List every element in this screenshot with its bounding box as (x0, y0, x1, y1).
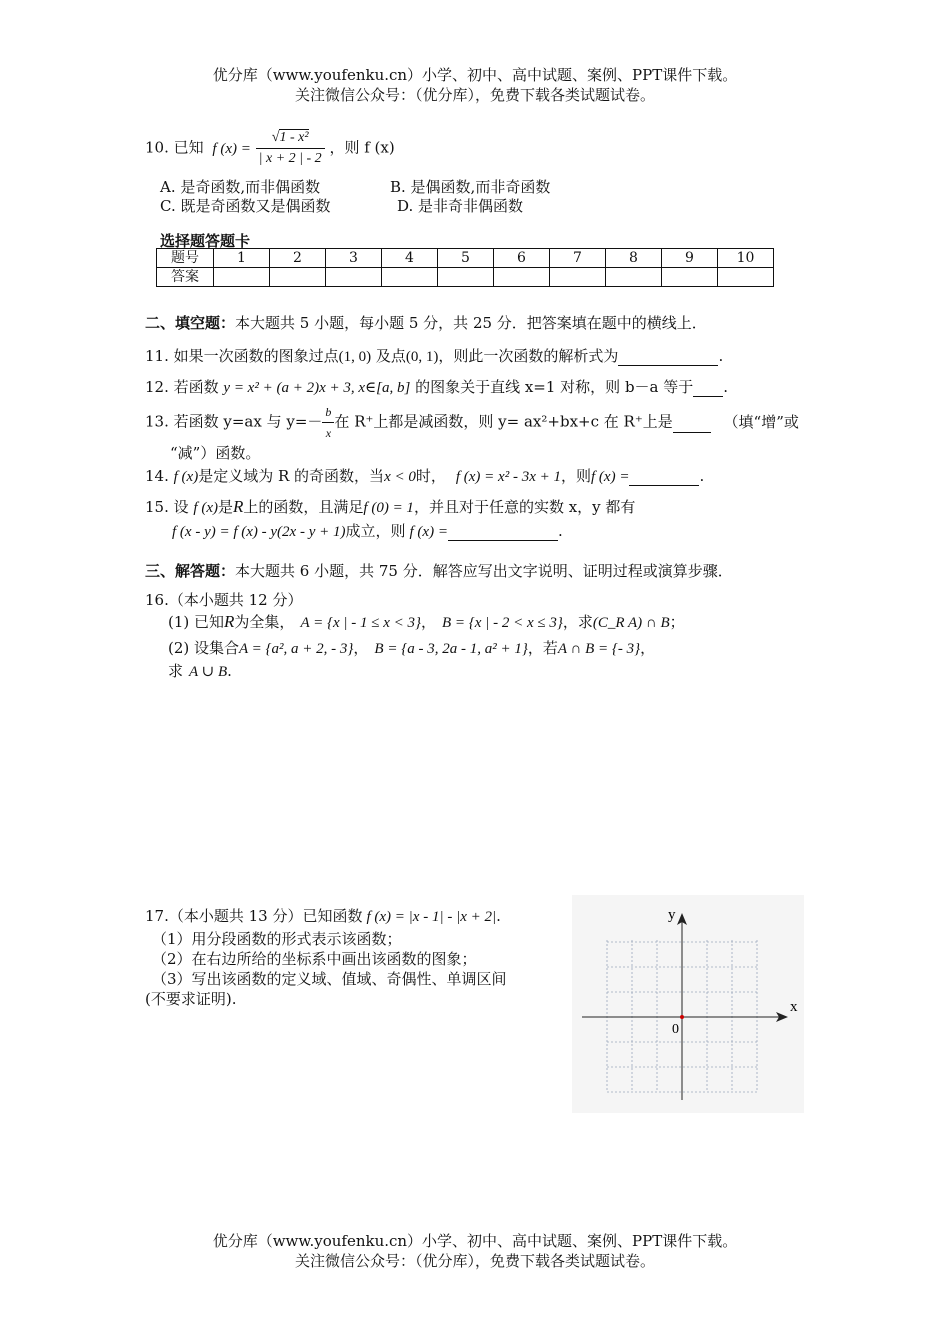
answer-card-answer-row (157, 268, 774, 287)
q10-numerator-text: 1 - x² (279, 130, 309, 145)
q13-frac-den: x (325, 426, 332, 440)
q14-end: . (699, 467, 705, 485)
answer-cell[interactable] (550, 268, 606, 287)
sqrt-icon: √ (271, 130, 280, 145)
q16-part-2-line-2 (168, 660, 232, 681)
answer-card-number: 1 (214, 249, 270, 268)
q11-answer-blank[interactable] (618, 347, 718, 366)
q10-option-a: A. 是奇函数,而非偶函数 (160, 178, 321, 196)
q14-answer-lhs: f (x) = (591, 469, 630, 485)
q16-p1-text-c: ，求 (562, 613, 593, 631)
answer-card-title: 选择题答题卡 (160, 232, 251, 250)
q15-text-d: ，并且对于任意的实数 x，y 都有 (413, 498, 636, 516)
answer-cell[interactable] (438, 268, 494, 287)
y-axis-label: y (668, 907, 676, 923)
answer-card-number: 8 (606, 249, 662, 268)
q16-p3-text-a: 求 (168, 662, 184, 680)
q15-text-a: 15. 设 (145, 498, 189, 516)
question-13 (145, 402, 799, 443)
coordinate-grid-svg (572, 895, 804, 1113)
q15-condition: f (0) = 1 (363, 500, 414, 516)
q16-p1-sep: ， (421, 613, 437, 631)
q10-option-b: B. 是偶函数,而非奇函数 (390, 178, 551, 196)
q15-set-r: R (233, 497, 244, 516)
answer-cell[interactable] (382, 268, 438, 287)
q10-denominator: | x + 2 | - 2 (258, 151, 322, 166)
answer-card-number: 6 (494, 249, 550, 268)
q10-function-lhs: f (x) = (212, 140, 251, 157)
q10-option-d: D. 是非奇非偶函数 (397, 197, 524, 215)
answer-cell[interactable] (214, 268, 270, 287)
q12-text-a: 12. 若函数 (145, 378, 219, 396)
q13-text-c: （填“增”或 (723, 412, 799, 431)
q11-text-b: 及点 (375, 347, 406, 365)
q16-set-a: A = {x | - 1 ≤ x < 3} (300, 615, 421, 631)
q16-set-r: R (224, 612, 235, 631)
q16-p2-text-b: ，若 (527, 639, 558, 657)
answer-card-number-row (157, 249, 774, 268)
q17-item-3-line-2: (不要求证明). (145, 990, 237, 1008)
q11-text-a: 11. 如果一次函数的图象过点 (145, 347, 339, 365)
answer-card-number: 7 (550, 249, 606, 268)
q15-answer-lhs: f (x) = (409, 524, 448, 540)
answer-card-number: 3 (326, 249, 382, 268)
q15-equation: f (x - y) = f (x) - y(2x - y + 1) (172, 524, 346, 540)
q17-item-2: （2）在右边所给的坐标系中画出该函数的图象； (152, 950, 477, 968)
q17-title-text: 17.（本小题共 13 分）已知函数 (145, 907, 363, 925)
q15-text-b: 是 (217, 498, 233, 516)
q17-item-1: （1）用分段函数的形式表示该函数； (152, 930, 402, 948)
question-10-stem (145, 128, 395, 169)
q16-p3-end: . (227, 662, 232, 680)
q14-text-b: 是定义域为 R 的奇函数，当 (198, 467, 385, 485)
q16-p2-set-a: A = {a², a + 2, - 3} (239, 641, 354, 657)
section-3-text: 本大题共 6 小题，共 75 分．解答应写出文字说明、证明过程或演算步骤． (235, 562, 733, 580)
q17-item-3: （3）写出该函数的定义域、值域、奇偶性、单调区间 (152, 970, 507, 988)
section-2-text: 本大题共 5 小题，每小题 5 分，共 25 分．把答案填在题中的横线上． (235, 314, 707, 332)
q10-suffix: ，则 f (x) (329, 138, 395, 157)
q16-p2-text-a: (2) 设集合 (168, 639, 240, 657)
q11-point-2: (0, 1) (405, 349, 439, 365)
q14-text-c: 时， (415, 467, 446, 485)
question-15 (145, 496, 635, 517)
q16-part-1 (168, 611, 685, 632)
section-3-label: 三、解答题： (145, 562, 236, 580)
question-15-line-2 (172, 520, 563, 541)
q15-answer-blank[interactable] (448, 522, 558, 541)
answer-card-table (156, 248, 774, 287)
answer-card-row1-label: 题号 (157, 249, 214, 268)
q10-option-c: C. 既是奇函数又是偶函数 (160, 197, 331, 215)
q12-text-b: 的图象关于直线 x=1 对称，则 b－a 等于 (415, 378, 694, 396)
answer-cell[interactable] (718, 268, 774, 287)
q12-end: . (723, 378, 729, 396)
q16-p1-end: ； (669, 613, 685, 631)
q14-function: f (x) (173, 469, 199, 485)
q16-p2-condition: A ∩ B = {- 3} (557, 641, 641, 657)
q16-p2-sep: ， (353, 639, 369, 657)
origin-label: 0 (672, 1022, 679, 1037)
q14-answer-blank[interactable] (629, 467, 699, 486)
q10-prefix: 10. 已知 (145, 138, 204, 157)
answer-card-number: 10 (718, 249, 774, 268)
q13-line-2: “减”）函数。 (170, 444, 261, 462)
q15-end: . (557, 522, 563, 540)
q16-p2-end: ， (640, 639, 656, 657)
answer-cell[interactable] (606, 268, 662, 287)
q16-set-b: B = {x | - 2 < x ≤ 3} (442, 615, 563, 631)
q11-text-c: ，则此一次函数的解析式为 (438, 347, 619, 365)
answer-cell[interactable] (662, 268, 718, 287)
footer-line-2: 关注微信公众号：（优分库），免费下载各类试题试卷。 (294, 1252, 655, 1270)
q16-p1-text-b: 为全集， (234, 613, 295, 631)
q15-function: f (x) (193, 500, 218, 516)
q13-text-a: 13. 若函数 y=ax 与 y=－ (145, 412, 323, 431)
section-2-label: 二、填空题： (145, 314, 236, 332)
q14-condition: x < 0 (384, 469, 416, 485)
section-2-heading (145, 312, 707, 333)
answer-card-number: 4 (382, 249, 438, 268)
q13-text-b: 在 R⁺上都是减函数，则 y= ax²+bx+c 在 R⁺上是 (334, 412, 673, 431)
answer-cell[interactable] (494, 268, 550, 287)
q15-text-c: 上的函数，且满足 (243, 498, 364, 516)
question-14 (145, 465, 704, 486)
q14-expression: f (x) = x² - 3x + 1 (455, 469, 561, 485)
q16-p3-expression: A ∪ B (189, 664, 228, 680)
header-line-1: 优分库（www.youfenku.cn）小学、初中、高中试题、案例、PPT课件下载。 (212, 66, 738, 84)
q12-answer-blank[interactable] (693, 378, 723, 397)
origin-point (680, 1015, 684, 1019)
q13-fraction (322, 402, 334, 443)
answer-card-row2-label: 答案 (157, 268, 214, 287)
q17-title (145, 905, 501, 926)
answer-cell[interactable] (326, 268, 382, 287)
q14-text-d: ，则 (560, 467, 591, 485)
answer-card-number: 2 (270, 249, 326, 268)
answer-card-number: 5 (438, 249, 494, 268)
q11-end: . (718, 347, 724, 365)
q12-formula: y = x² + (a + 2)x + 3, x∈[a, b] (223, 380, 411, 396)
coordinate-system (572, 895, 804, 1113)
q11-point-1: (1, 0) (338, 349, 372, 365)
q16-p2-set-b: B = {a - 3, 2a - 1, a² + 1} (374, 641, 528, 657)
q17-end: . (496, 907, 501, 925)
q10-fraction (256, 128, 325, 169)
q16-p1-expression: (C_R A) ∩ B (592, 615, 670, 631)
q10-numerator (256, 128, 325, 149)
answer-card-number: 9 (662, 249, 718, 268)
section-3-heading (145, 560, 733, 581)
question-11 (145, 345, 723, 366)
header-line-2: 关注微信公众号：（优分库），免费下载各类试题试卷。 (294, 86, 655, 104)
x-axis-label: x (790, 999, 798, 1015)
q16-part-2 (168, 637, 655, 658)
q13-frac-num: b (322, 402, 334, 423)
answer-cell[interactable] (270, 268, 326, 287)
footer-line-1: 优分库（www.youfenku.cn）小学、初中、高中试题、案例、PPT课件下载。 (212, 1232, 738, 1250)
q13-answer-blank[interactable] (673, 412, 711, 433)
question-12 (145, 376, 728, 397)
q17-function: f (x) = |x - 1| - |x + 2| (366, 909, 497, 925)
q16-p1-text-a: (1) 已知 (168, 613, 225, 631)
q15-text-e: 成立，则 (345, 522, 406, 540)
q14-text-a: 14. (145, 467, 169, 485)
q16-title: 16.（本小题共 12 分） (145, 591, 303, 609)
